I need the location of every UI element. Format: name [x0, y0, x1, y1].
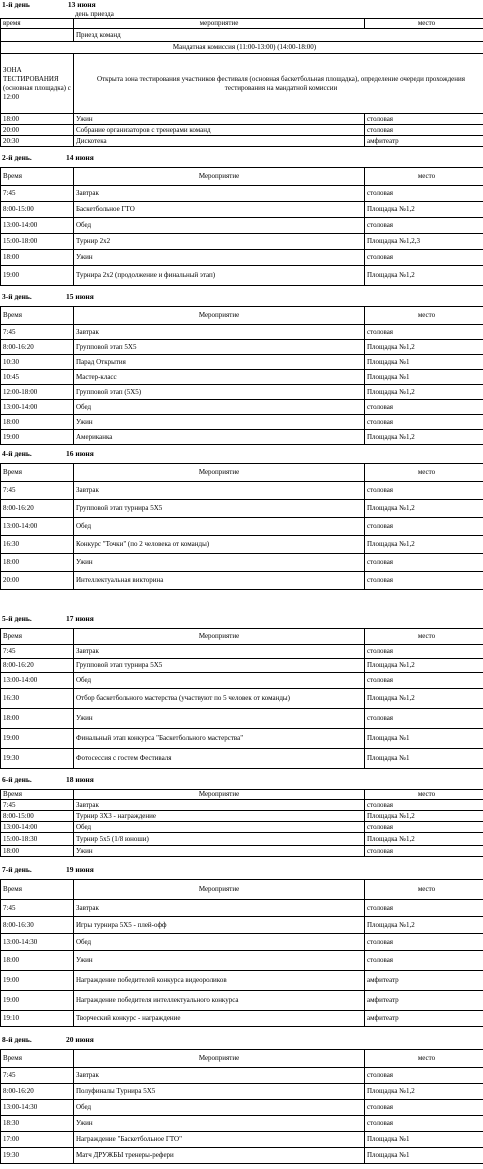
header-event: Мероприятие	[74, 307, 365, 325]
header-event: Мероприятие	[74, 168, 365, 186]
table-header-row	[1, 464, 483, 482]
table-row	[1, 934, 483, 951]
header-place: место	[365, 1050, 483, 1068]
table-row	[1, 800, 483, 811]
time-cell: 13:00-14:30	[1, 934, 74, 951]
event-cell: Парад Открытия	[74, 355, 365, 370]
day-4-section	[0, 445, 483, 590]
table-row	[1, 645, 483, 659]
place-cell: Площадка №1,2	[365, 1084, 483, 1100]
time-cell: 8:00-16:20	[1, 1084, 74, 1100]
event-cell: Собрание организаторов с тренерами команд	[74, 125, 365, 136]
place-cell: Площадка №1	[365, 729, 483, 749]
time-cell: 18:00	[1, 951, 74, 971]
time-cell: 17:00	[1, 1132, 74, 1148]
table-row	[1, 114, 483, 125]
table-row	[1, 430, 483, 445]
time-cell: 13:00-14:00	[1, 518, 74, 536]
event-cell: Игры турнира 5Х5 - плей-офф	[74, 917, 365, 934]
place-cell: Площадка №1,2	[365, 266, 483, 286]
table-header-row	[1, 629, 483, 645]
event-cell: Ужин	[74, 709, 365, 729]
time-cell: 13:00-14:00	[1, 822, 74, 833]
day-header	[0, 0, 483, 10]
table-row	[1, 689, 483, 709]
time-cell: 18:00	[1, 114, 74, 125]
time-cell: 10:30	[1, 355, 74, 370]
day-5-table	[0, 628, 483, 769]
day-5-section	[0, 590, 483, 769]
event-cell: Ужин	[74, 250, 365, 266]
zone-text-cell: Открыта зона тестирования участников фестиваля (основная баскетбольная площадка), определение очереди прохождения тестирования на мандатной комиссии	[74, 54, 483, 114]
table-row	[1, 749, 483, 769]
day-date: 19 июня	[66, 865, 94, 874]
day-label: 7-й день.	[2, 865, 32, 874]
day-subtitle: день приезда	[75, 10, 114, 18]
section-spacer	[0, 590, 483, 614]
place-cell: столовая	[365, 218, 483, 234]
table-row	[1, 340, 483, 355]
place-cell: столовая	[365, 554, 483, 572]
table-row	[1, 811, 483, 822]
table-row	[1, 833, 483, 846]
day-3-section	[0, 286, 483, 445]
time-cell: 18:00	[1, 846, 74, 857]
event-cell: Творческий конкурс - награждение	[74, 1011, 365, 1027]
table-row	[1, 385, 483, 400]
event-cell: Ужин	[74, 1116, 365, 1132]
place-cell: столовая	[365, 709, 483, 729]
event-cell: Завтрак	[74, 186, 365, 202]
event-cell: Обед	[74, 400, 365, 415]
place-cell: Площадка №1,2	[365, 659, 483, 673]
event-cell: Обед	[74, 822, 365, 833]
table-header-row	[1, 168, 483, 186]
time-cell: 8:00-16:20	[1, 340, 74, 355]
table-row	[1, 186, 483, 202]
table-row	[1, 266, 483, 286]
header-place: место	[365, 307, 483, 325]
place-cell: амфитеатр	[365, 971, 483, 991]
day-date: 16 июня	[66, 449, 94, 458]
day-7-section	[0, 857, 483, 1027]
event-cell: Ужин	[74, 951, 365, 971]
event-cell: Ужин	[74, 554, 365, 572]
time-cell: 8:00-15:00	[1, 202, 74, 218]
table-row	[1, 1068, 483, 1084]
event-cell: Завтрак	[74, 325, 365, 340]
day-date: 14 июня	[66, 153, 94, 162]
place-cell: столовая	[365, 400, 483, 415]
table-row	[1, 1100, 483, 1116]
place-cell: столовая	[365, 518, 483, 536]
time-cell: 7:45	[1, 1068, 74, 1084]
time-cell: 10:45	[1, 370, 74, 385]
header-place: место	[365, 629, 483, 645]
header-place: место	[365, 880, 483, 900]
table-row	[1, 554, 483, 572]
day-date: 18 июня	[66, 775, 94, 784]
event-cell: Ужин	[74, 846, 365, 857]
event-cell: Обед	[74, 218, 365, 234]
place-cell: амфитеатр	[365, 136, 483, 147]
table-row	[1, 951, 483, 971]
place-cell: Площадка №1	[365, 1148, 483, 1164]
time-cell: 13:00-14:00	[1, 400, 74, 415]
place-cell: столовая	[365, 572, 483, 590]
day-8-table	[0, 1049, 483, 1164]
event-cell: Дискотека	[74, 136, 365, 147]
place-cell: Площадка №1,2	[365, 340, 483, 355]
day-8-section	[0, 1027, 483, 1164]
time-cell: 18:00	[1, 415, 74, 430]
time-cell: 7:45	[1, 800, 74, 811]
header-time: Время	[1, 880, 74, 900]
time-cell: 12:00-18:00	[1, 385, 74, 400]
header-time: время	[1, 19, 74, 29]
time-cell: 20:30	[1, 136, 74, 147]
day-3-table	[0, 306, 483, 445]
day-date: 15 июня	[66, 292, 94, 301]
event-cell: Групповой этап (5Х5)	[74, 385, 365, 400]
event-cell: Баскетбольное ГТО	[74, 202, 365, 218]
table-row	[1, 42, 483, 54]
day-date: 17 июня	[66, 614, 94, 623]
event-cell: Награждение победителей конкурса видеороликов	[74, 971, 365, 991]
event-cell: Награждение победителя интеллектуального конкурса	[74, 991, 365, 1011]
day-header	[0, 775, 483, 785]
place-cell: Площадка №1,2	[365, 689, 483, 709]
zone-label-cell: ЗОНА ТЕСТИРОВАНИЯ (основная площадка) с 12:00	[1, 54, 74, 114]
table-row	[1, 400, 483, 415]
table-row	[1, 846, 483, 857]
place-cell: Площадка №1,2	[365, 385, 483, 400]
time-cell: 19:00	[1, 971, 74, 991]
table-row	[1, 709, 483, 729]
day-2-section	[0, 147, 483, 286]
day-label: 8-й день.	[2, 1035, 32, 1044]
place-cell: Площадка №1,2	[365, 917, 483, 934]
table-row	[1, 1084, 483, 1100]
table-header-row	[1, 307, 483, 325]
place-cell: столовая	[365, 673, 483, 689]
table-row	[1, 482, 483, 500]
time-cell: 13:00-14:00	[1, 218, 74, 234]
day-label: 6-й день.	[2, 775, 32, 784]
time-cell: 18:00	[1, 709, 74, 729]
event-cell: Матч ДРУЖБЫ тренеры-рефери	[74, 1148, 365, 1164]
header-event: Мероприятие	[74, 629, 365, 645]
header-time: Время	[1, 790, 74, 800]
event-cell: Награждение "Баскетбольное ГТО"	[74, 1132, 365, 1148]
place-cell: столовая	[365, 1116, 483, 1132]
table-row	[1, 355, 483, 370]
event-cell: Турнир 3Х3 - награждение	[74, 811, 365, 822]
table-row	[1, 325, 483, 340]
day-label: 3-й день.	[2, 292, 32, 301]
event-cell: Завтрак	[74, 900, 365, 917]
place-cell: столовая	[365, 900, 483, 917]
table-row	[1, 125, 483, 136]
header-event: Мероприятие	[74, 880, 365, 900]
table-row	[1, 218, 483, 234]
header-event: Мероприятие	[74, 790, 365, 800]
table-header-row	[1, 1050, 483, 1068]
time-cell: 19:00	[1, 266, 74, 286]
table-header-row	[1, 880, 483, 900]
table-header-row	[1, 19, 483, 29]
time-cell: 19:10	[1, 1011, 74, 1027]
table-row	[1, 729, 483, 749]
event-cell: Конкурс "Точки" (по 2 человека от команды)	[74, 536, 365, 554]
time-cell: 7:45	[1, 325, 74, 340]
place-cell: столовая	[365, 186, 483, 202]
time-cell: 13:00-14:00	[1, 673, 74, 689]
time-cell: 7:45	[1, 186, 74, 202]
section-spacer	[0, 857, 483, 865]
table-row	[1, 1132, 483, 1148]
event-cell: Турнир 5х5 (1/8 юноши)	[74, 833, 365, 846]
event-cell: Завтрак	[74, 482, 365, 500]
event-cell: Интеллектуальная викторина	[74, 572, 365, 590]
place-cell: Площадка №1,2	[365, 202, 483, 218]
header-time: Время	[1, 1050, 74, 1068]
place-cell: Площадка №1,2	[365, 833, 483, 846]
event-cell: Мастер-класс	[74, 370, 365, 385]
day-1-table	[0, 18, 483, 147]
header-time: Время	[1, 307, 74, 325]
day-4-table	[0, 463, 483, 590]
place-cell: столовая	[365, 325, 483, 340]
table-row	[1, 518, 483, 536]
table-row	[1, 1116, 483, 1132]
place-cell: Площадка №1	[365, 370, 483, 385]
time-cell: 7:45	[1, 482, 74, 500]
table-row	[1, 1011, 483, 1027]
time-cell: 8:00-16:20	[1, 659, 74, 673]
time-cell: 15:00-18:30	[1, 833, 74, 846]
time-cell: 16:30	[1, 689, 74, 709]
header-time: Время	[1, 168, 74, 186]
time-cell: 19:30	[1, 1148, 74, 1164]
event-cell: Фотосессия с гостем Фестиваля	[74, 749, 365, 769]
time-cell: 8:00-16:20	[1, 500, 74, 518]
day-header	[0, 153, 483, 163]
place-cell: Площадка №1,2	[365, 500, 483, 518]
event-cell: Групповой этап 5Х5	[74, 340, 365, 355]
table-row	[1, 572, 483, 590]
day-header	[0, 614, 483, 624]
event-cell: Ужин	[74, 415, 365, 430]
day-6-table	[0, 789, 483, 857]
place-cell: Площадка №1,2	[365, 430, 483, 445]
time-cell: 18:00	[1, 250, 74, 266]
event-cell: Обед	[74, 934, 365, 951]
event-cell: Отбор баскетбольного мастерства (участвуют по 5 человек от команды)	[74, 689, 365, 709]
day-1-section	[0, 0, 483, 147]
table-row	[1, 917, 483, 934]
event-cell: Обед	[74, 518, 365, 536]
time-cell: 19:30	[1, 749, 74, 769]
place-cell: столовая	[365, 951, 483, 971]
time-cell: 19:00	[1, 729, 74, 749]
day-date: 20 июня	[66, 1035, 94, 1044]
days-container	[0, 147, 483, 1164]
time-cell: 15:00-18:00	[1, 234, 74, 250]
place-cell: столовая	[365, 482, 483, 500]
header-event: Мероприятие	[74, 464, 365, 482]
day-label: 1-й день	[2, 0, 30, 9]
time-cell: 13:00-14:30	[1, 1100, 74, 1116]
day-label: 5-й день.	[2, 614, 32, 623]
place-cell: Площадка №1,2	[365, 811, 483, 822]
event-cell: Обед	[74, 1100, 365, 1116]
place-cell: столовая	[365, 934, 483, 951]
table-row	[1, 536, 483, 554]
table-row	[1, 900, 483, 917]
place-cell: столовая	[365, 125, 483, 136]
arrival-cell: Приезд команд	[74, 29, 483, 42]
table-row	[1, 54, 483, 114]
time-cell: 8:00-16:30	[1, 917, 74, 934]
place-cell: столовая	[365, 250, 483, 266]
place-cell: столовая	[365, 1068, 483, 1084]
header-time: Время	[1, 464, 74, 482]
place-cell: столовая	[365, 415, 483, 430]
event-cell: Турнир 2х2	[74, 234, 365, 250]
table-row	[1, 673, 483, 689]
place-cell: столовая	[365, 846, 483, 857]
header-time: Время	[1, 629, 74, 645]
commission-cell: Мандатная комиссия (11:00-13:00) (14:00-18:00)	[1, 42, 483, 54]
day-header	[0, 292, 483, 302]
place-cell: столовая	[365, 645, 483, 659]
table-row	[1, 202, 483, 218]
table-row	[1, 991, 483, 1011]
event-cell: Завтрак	[74, 1068, 365, 1084]
table-row	[1, 370, 483, 385]
day-label: 4-й день.	[2, 449, 32, 458]
time-cell: 18:30	[1, 1116, 74, 1132]
event-cell: Финальный этап конкурса "Баскетбольного мастерства"	[74, 729, 365, 749]
event-cell: Групповой этап турнира 5Х5	[74, 500, 365, 518]
header-place: место	[365, 464, 483, 482]
place-cell: Площадка №1,2,3	[365, 234, 483, 250]
header-place: место	[365, 19, 483, 29]
time-cell: 8:00-15:00	[1, 811, 74, 822]
place-cell: столовая	[365, 800, 483, 811]
place-cell: амфитеатр	[365, 991, 483, 1011]
day-7-table	[0, 879, 483, 1027]
place-cell: Площадка №1	[365, 1132, 483, 1148]
table-row	[1, 659, 483, 673]
day-label: 2-й день.	[2, 153, 32, 162]
place-cell: столовая	[365, 114, 483, 125]
time-cell: 19:00	[1, 430, 74, 445]
event-cell: Завтрак	[74, 645, 365, 659]
place-cell: Площадка №1	[365, 749, 483, 769]
event-cell: Ужин	[74, 114, 365, 125]
table-row	[1, 1148, 483, 1164]
header-event: Мероприятие	[74, 1050, 365, 1068]
place-cell: амфитеатр	[365, 1011, 483, 1027]
time-cell: 16:30	[1, 536, 74, 554]
table-row	[1, 29, 483, 42]
table-row	[1, 971, 483, 991]
header-place: место	[365, 168, 483, 186]
time-cell: 7:45	[1, 645, 74, 659]
section-spacer	[0, 1027, 483, 1035]
table-row	[1, 136, 483, 147]
time-cell: 20:00	[1, 572, 74, 590]
time-cell: 18:00	[1, 554, 74, 572]
day-header	[0, 1035, 483, 1045]
place-cell: столовая	[365, 822, 483, 833]
day-2-table	[0, 167, 483, 286]
header-place: место	[365, 790, 483, 800]
time-cell: 7:45	[1, 900, 74, 917]
table-row	[1, 250, 483, 266]
event-cell: Турнира 2х2 (продолжение и финальный этап)	[74, 266, 365, 286]
event-cell: Американка	[74, 430, 365, 445]
table-row	[1, 415, 483, 430]
place-cell: столовая	[365, 1100, 483, 1116]
event-cell: Полуфиналы Турнира 5Х5	[74, 1084, 365, 1100]
place-cell: Площадка №1	[365, 355, 483, 370]
table-row	[1, 822, 483, 833]
time-cell: 20:00	[1, 125, 74, 136]
place-cell: Площадка №1,2	[365, 536, 483, 554]
header-event: мероприятие	[74, 19, 365, 29]
day-header	[0, 449, 483, 459]
event-cell: Завтрак	[74, 800, 365, 811]
table-row	[1, 234, 483, 250]
day-header	[0, 865, 483, 875]
day-date: 13 июня	[67, 0, 96, 9]
table-header-row	[1, 790, 483, 800]
table-row	[1, 500, 483, 518]
time-cell: 19:00	[1, 991, 74, 1011]
event-cell: Групповой этап турнира 5Х5	[74, 659, 365, 673]
event-cell: Обед	[74, 673, 365, 689]
day-6-section	[0, 769, 483, 857]
